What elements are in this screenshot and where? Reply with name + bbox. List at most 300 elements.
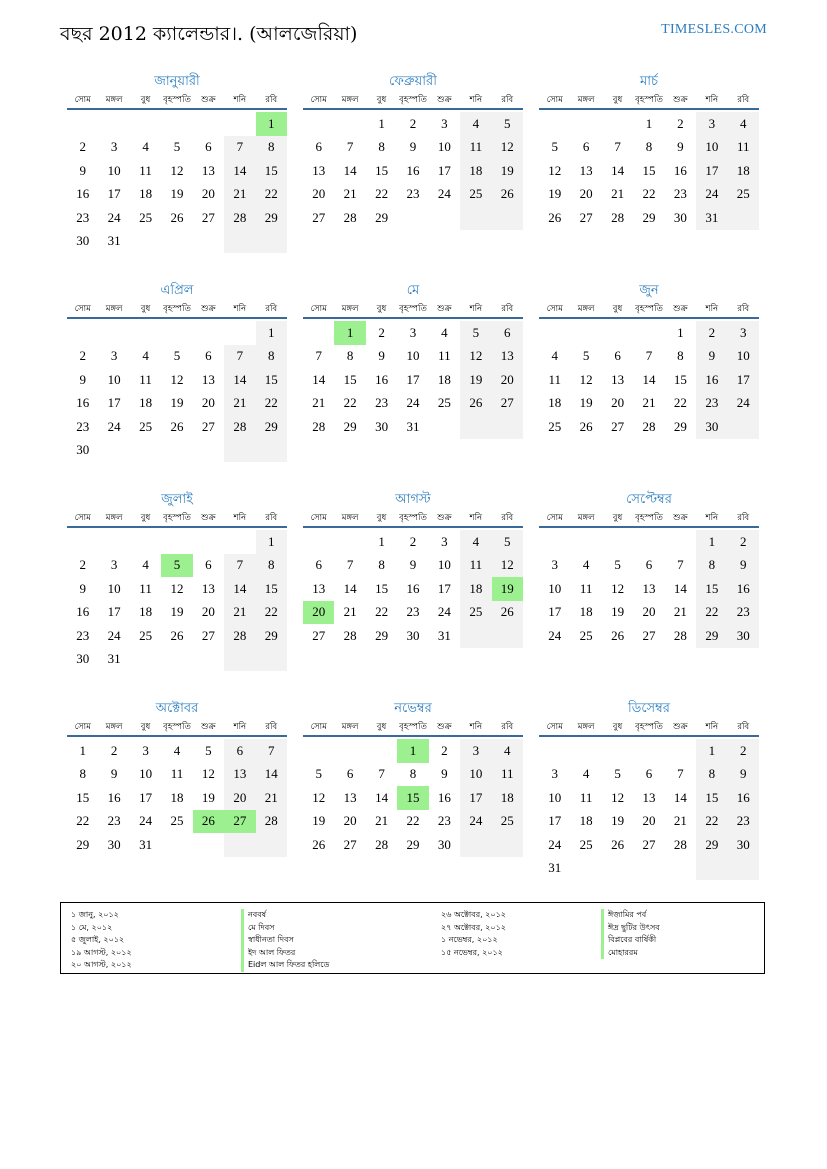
day-cell[interactable]: 12 xyxy=(170,371,184,387)
day-cell[interactable]: 26 xyxy=(548,209,562,225)
day-cell[interactable]: 19 xyxy=(170,395,184,411)
day-cell[interactable]: 4 xyxy=(728,112,759,136)
day-cell[interactable]: 22 xyxy=(673,395,687,411)
day-cell[interactable]: 1 xyxy=(696,530,727,554)
day-cell[interactable]: 31 xyxy=(696,206,727,230)
day-cell[interactable]: 25 xyxy=(139,418,153,434)
day-cell[interactable]: 30 xyxy=(76,651,90,667)
day-cell[interactable]: 19 xyxy=(460,368,491,392)
day-cell[interactable]: 25 xyxy=(492,810,523,834)
day-cell[interactable]: 16 xyxy=(728,577,759,601)
day-cell[interactable]: 2 xyxy=(696,321,727,345)
day-cell[interactable]: 14 xyxy=(312,371,326,387)
day-cell[interactable]: 22 xyxy=(375,604,389,620)
day-cell[interactable]: 20 xyxy=(303,601,334,625)
day-cell[interactable]: 16 xyxy=(375,371,389,387)
day-cell[interactable]: 18 xyxy=(728,159,759,183)
day-cell[interactable]: 30 xyxy=(696,415,727,439)
day-cell[interactable]: 22 xyxy=(406,813,420,829)
day-cell[interactable]: 4 xyxy=(460,112,491,136)
day-cell[interactable]: 12 xyxy=(548,162,562,178)
day-cell[interactable]: 26 xyxy=(492,601,523,625)
day-cell[interactable]: 30 xyxy=(76,442,90,458)
day-cell[interactable]: 11 xyxy=(579,580,593,596)
day-cell[interactable]: 1 xyxy=(378,533,385,549)
day-cell[interactable]: 24 xyxy=(548,627,562,643)
day-cell[interactable]: 26 xyxy=(170,209,184,225)
day-cell[interactable]: 11 xyxy=(139,580,152,596)
day-cell[interactable]: 28 xyxy=(343,627,357,643)
day-cell[interactable]: 5 xyxy=(582,348,590,364)
day-cell[interactable]: 7 xyxy=(677,557,684,573)
day-cell[interactable]: 6 xyxy=(224,739,255,763)
day-cell[interactable]: 16 xyxy=(437,789,451,805)
day-cell[interactable]: 21 xyxy=(611,186,625,202)
day-cell[interactable]: 25 xyxy=(728,183,759,207)
day-cell[interactable]: 5 xyxy=(492,112,523,136)
day-cell[interactable]: 13 xyxy=(343,789,357,805)
day-cell[interactable]: 15 xyxy=(397,786,428,810)
day-cell[interactable]: 7 xyxy=(224,554,255,578)
day-cell[interactable]: 15 xyxy=(375,580,389,596)
day-cell[interactable]: 3 xyxy=(460,739,491,763)
day-cell[interactable]: 2 xyxy=(110,742,118,758)
day-cell[interactable]: 21 xyxy=(224,183,255,207)
day-cell[interactable]: 7 xyxy=(614,139,621,155)
day-cell[interactable]: 28 xyxy=(256,810,287,834)
day-cell[interactable]: 13 xyxy=(642,789,656,805)
day-cell[interactable]: 30 xyxy=(406,627,420,643)
day-cell[interactable]: 12 xyxy=(492,554,523,578)
day-cell[interactable]: 30 xyxy=(76,233,90,249)
day-cell[interactable]: 24 xyxy=(107,209,121,225)
day-cell[interactable]: 27 xyxy=(201,209,215,225)
day-cell[interactable]: 5 xyxy=(161,554,192,578)
day-cell[interactable]: 6 xyxy=(315,557,322,573)
day-cell[interactable]: 8 xyxy=(346,348,354,364)
day-cell[interactable]: 6 xyxy=(315,139,322,155)
day-cell[interactable]: 1 xyxy=(378,115,385,131)
day-cell[interactable]: 26 xyxy=(579,418,593,434)
day-cell[interactable]: 8 xyxy=(378,557,385,573)
day-cell[interactable]: 4 xyxy=(142,557,149,573)
day-cell[interactable]: 19 xyxy=(492,159,523,183)
day-cell[interactable]: 31 xyxy=(107,651,121,667)
day-cell[interactable]: 20 xyxy=(201,186,215,202)
day-cell[interactable]: 6 xyxy=(492,321,523,345)
day-cell[interactable]: 11 xyxy=(492,763,523,787)
day-cell[interactable]: 23 xyxy=(375,395,389,411)
day-cell[interactable]: 19 xyxy=(611,813,625,829)
day-cell[interactable]: 5 xyxy=(205,742,212,758)
day-cell[interactable]: 26 xyxy=(170,627,184,643)
day-cell[interactable]: 15 xyxy=(673,371,687,387)
day-cell[interactable]: 9 xyxy=(378,348,385,364)
day-cell[interactable]: 21 xyxy=(642,395,656,411)
day-cell[interactable]: 27 xyxy=(642,836,656,852)
day-cell[interactable]: 31 xyxy=(437,627,451,643)
day-cell[interactable]: 5 xyxy=(614,766,621,782)
day-cell[interactable]: 13 xyxy=(312,162,326,178)
day-cell[interactable]: 17 xyxy=(107,395,121,411)
day-cell[interactable]: 2 xyxy=(728,739,759,763)
day-cell[interactable]: 29 xyxy=(256,624,287,648)
day-cell[interactable]: 4 xyxy=(460,530,491,554)
day-cell[interactable]: 2 xyxy=(378,324,385,340)
day-cell[interactable]: 7 xyxy=(256,739,287,763)
day-cell[interactable]: 6 xyxy=(614,348,621,364)
day-cell[interactable]: 15 xyxy=(76,789,90,805)
day-cell[interactable]: 18 xyxy=(492,786,523,810)
day-cell[interactable]: 9 xyxy=(409,139,417,155)
day-cell[interactable]: 18 xyxy=(460,159,491,183)
day-cell[interactable]: 23 xyxy=(437,813,451,829)
day-cell[interactable]: 18 xyxy=(579,604,593,620)
day-cell[interactable]: 10 xyxy=(437,139,451,155)
day-cell[interactable]: 10 xyxy=(139,766,153,782)
day-cell[interactable]: 2 xyxy=(409,115,417,131)
day-cell[interactable]: 23 xyxy=(696,392,727,416)
day-cell[interactable]: 29 xyxy=(696,833,727,857)
day-cell[interactable]: 17 xyxy=(548,813,562,829)
day-cell[interactable]: 1 xyxy=(256,321,287,345)
day-cell[interactable]: 26 xyxy=(492,183,523,207)
day-cell[interactable]: 9 xyxy=(728,763,759,787)
day-cell[interactable]: 27 xyxy=(201,627,215,643)
day-cell[interactable]: 21 xyxy=(343,604,357,620)
day-cell[interactable]: 10 xyxy=(107,371,121,387)
day-cell[interactable]: 16 xyxy=(696,368,727,392)
day-cell[interactable]: 9 xyxy=(441,766,448,782)
day-cell[interactable]: 26 xyxy=(460,392,491,416)
day-cell[interactable]: 28 xyxy=(343,209,357,225)
day-cell[interactable]: 14 xyxy=(343,162,357,178)
day-cell[interactable]: 20 xyxy=(224,786,255,810)
day-cell[interactable]: 31 xyxy=(107,233,121,249)
day-cell[interactable]: 27 xyxy=(343,836,357,852)
day-cell[interactable]: 15 xyxy=(343,371,357,387)
day-cell[interactable]: 29 xyxy=(375,209,389,225)
day-cell[interactable]: 11 xyxy=(728,136,759,160)
day-cell[interactable]: 7 xyxy=(677,766,684,782)
day-cell[interactable]: 15 xyxy=(696,577,727,601)
day-cell[interactable]: 2 xyxy=(79,348,86,364)
day-cell[interactable]: 20 xyxy=(611,395,625,411)
day-cell[interactable]: 9 xyxy=(79,580,86,596)
day-cell[interactable]: 14 xyxy=(224,368,255,392)
day-cell[interactable]: 23 xyxy=(673,186,687,202)
day-cell[interactable]: 15 xyxy=(696,786,727,810)
day-cell[interactable]: 30 xyxy=(437,836,451,852)
day-cell[interactable]: 22 xyxy=(375,186,389,202)
day-cell[interactable]: 8 xyxy=(696,763,727,787)
day-cell[interactable]: 20 xyxy=(642,813,656,829)
day-cell[interactable]: 31 xyxy=(548,860,562,876)
day-cell[interactable]: 8 xyxy=(256,554,287,578)
day-cell[interactable]: 25 xyxy=(139,209,153,225)
day-cell[interactable]: 21 xyxy=(343,186,357,202)
day-cell[interactable]: 7 xyxy=(224,136,255,160)
day-cell[interactable]: 14 xyxy=(224,159,255,183)
day-cell[interactable]: 21 xyxy=(375,813,389,829)
day-cell[interactable]: 3 xyxy=(110,348,118,364)
day-cell[interactable]: 17 xyxy=(437,162,451,178)
day-cell[interactable]: 12 xyxy=(611,789,625,805)
day-cell[interactable]: 4 xyxy=(173,742,181,758)
day-cell[interactable]: 28 xyxy=(673,627,687,643)
day-cell[interactable]: 16 xyxy=(728,786,759,810)
day-cell[interactable]: 16 xyxy=(76,186,90,202)
day-cell[interactable]: 5 xyxy=(460,321,491,345)
day-cell[interactable]: 22 xyxy=(256,392,287,416)
day-cell[interactable]: 10 xyxy=(548,789,562,805)
day-cell[interactable]: 12 xyxy=(579,371,593,387)
day-cell[interactable]: 11 xyxy=(548,371,561,387)
day-cell[interactable]: 4 xyxy=(142,348,149,364)
day-cell[interactable]: 4 xyxy=(582,766,590,782)
day-cell[interactable]: 29 xyxy=(76,836,90,852)
day-cell[interactable]: 12 xyxy=(460,345,491,369)
day-cell[interactable]: 21 xyxy=(673,813,687,829)
day-cell[interactable]: 13 xyxy=(492,345,523,369)
day-cell[interactable]: 5 xyxy=(551,139,558,155)
day-cell[interactable]: 10 xyxy=(460,763,491,787)
day-cell[interactable]: 7 xyxy=(224,345,255,369)
day-cell[interactable]: 14 xyxy=(611,162,625,178)
day-cell[interactable]: 1 xyxy=(696,739,727,763)
day-cell[interactable]: 20 xyxy=(343,813,357,829)
day-cell[interactable]: 23 xyxy=(76,209,90,225)
day-cell[interactable]: 3 xyxy=(142,742,149,758)
day-cell[interactable]: 22 xyxy=(256,601,287,625)
day-cell[interactable]: 12 xyxy=(201,766,215,782)
day-cell[interactable]: 19 xyxy=(312,813,326,829)
day-cell[interactable]: 2 xyxy=(677,115,684,131)
day-cell[interactable]: 1 xyxy=(334,321,365,345)
day-cell[interactable]: 30 xyxy=(728,624,759,648)
day-cell[interactable]: 16 xyxy=(406,162,420,178)
day-cell[interactable]: 18 xyxy=(139,395,153,411)
day-cell[interactable]: 13 xyxy=(224,763,255,787)
day-cell[interactable]: 17 xyxy=(107,186,121,202)
day-cell[interactable]: 26 xyxy=(193,810,224,834)
day-cell[interactable]: 14 xyxy=(375,789,389,805)
day-cell[interactable]: 4 xyxy=(441,324,448,340)
day-cell[interactable]: 19 xyxy=(170,604,184,620)
day-cell[interactable]: 12 xyxy=(170,162,184,178)
day-cell[interactable]: 18 xyxy=(139,186,153,202)
day-cell[interactable]: 26 xyxy=(611,836,625,852)
day-cell[interactable]: 3 xyxy=(551,766,558,782)
day-cell[interactable]: 3 xyxy=(110,139,118,155)
day-cell[interactable]: 15 xyxy=(256,577,287,601)
day-cell[interactable]: 29 xyxy=(642,209,656,225)
day-cell[interactable]: 3 xyxy=(110,557,118,573)
day-cell[interactable]: 26 xyxy=(611,627,625,643)
day-cell[interactable]: 13 xyxy=(611,371,625,387)
day-cell[interactable]: 5 xyxy=(614,557,621,573)
day-cell[interactable]: 11 xyxy=(579,789,593,805)
day-cell[interactable]: 20 xyxy=(312,186,326,202)
day-cell[interactable]: 25 xyxy=(437,395,451,411)
day-cell[interactable]: 16 xyxy=(107,789,121,805)
day-cell[interactable]: 9 xyxy=(110,766,118,782)
day-cell[interactable]: 27 xyxy=(201,418,215,434)
day-cell[interactable]: 29 xyxy=(375,627,389,643)
day-cell[interactable]: 6 xyxy=(645,557,653,573)
day-cell[interactable]: 11 xyxy=(170,766,184,782)
day-cell[interactable]: 20 xyxy=(579,186,593,202)
day-cell[interactable]: 11 xyxy=(460,136,491,160)
day-cell[interactable]: 24 xyxy=(107,418,121,434)
day-cell[interactable]: 5 xyxy=(315,766,322,782)
day-cell[interactable]: 12 xyxy=(492,136,523,160)
day-cell[interactable]: 21 xyxy=(256,786,287,810)
day-cell[interactable]: 17 xyxy=(696,159,727,183)
day-cell[interactable]: 14 xyxy=(673,580,687,596)
day-cell[interactable]: 14 xyxy=(673,789,687,805)
day-cell[interactable]: 22 xyxy=(343,395,357,411)
day-cell[interactable]: 10 xyxy=(107,580,121,596)
day-cell[interactable]: 29 xyxy=(696,624,727,648)
day-cell[interactable]: 9 xyxy=(677,139,684,155)
day-cell[interactable]: 21 xyxy=(224,392,255,416)
day-cell[interactable]: 8 xyxy=(79,766,86,782)
day-cell[interactable]: 1 xyxy=(645,115,653,131)
day-cell[interactable]: 5 xyxy=(492,530,523,554)
day-cell[interactable]: 10 xyxy=(548,580,562,596)
day-cell[interactable]: 18 xyxy=(437,371,451,387)
day-cell[interactable]: 21 xyxy=(673,604,687,620)
day-cell[interactable]: 6 xyxy=(645,766,653,782)
day-cell[interactable]: 4 xyxy=(582,557,590,573)
day-cell[interactable]: 4 xyxy=(492,739,523,763)
day-cell[interactable]: 17 xyxy=(107,604,121,620)
day-cell[interactable]: 19 xyxy=(579,395,593,411)
day-cell[interactable]: 18 xyxy=(460,577,491,601)
day-cell[interactable]: 16 xyxy=(406,580,420,596)
day-cell[interactable]: 23 xyxy=(76,627,90,643)
day-cell[interactable]: 28 xyxy=(673,836,687,852)
day-cell[interactable]: 28 xyxy=(224,624,255,648)
day-cell[interactable]: 29 xyxy=(673,418,687,434)
day-cell[interactable]: 9 xyxy=(409,557,417,573)
day-cell[interactable]: 7 xyxy=(378,766,385,782)
day-cell[interactable]: 5 xyxy=(173,139,181,155)
day-cell[interactable]: 9 xyxy=(79,371,86,387)
day-cell[interactable]: 15 xyxy=(256,368,287,392)
day-cell[interactable]: 2 xyxy=(79,139,86,155)
day-cell[interactable]: 8 xyxy=(696,554,727,578)
day-cell[interactable]: 20 xyxy=(201,604,215,620)
day-cell[interactable]: 17 xyxy=(139,789,153,805)
day-cell[interactable]: 19 xyxy=(611,604,625,620)
day-cell[interactable]: 26 xyxy=(312,836,326,852)
day-cell[interactable]: 29 xyxy=(256,206,287,230)
day-cell[interactable]: 9 xyxy=(728,554,759,578)
day-cell[interactable]: 20 xyxy=(492,368,523,392)
day-cell[interactable]: 30 xyxy=(673,209,687,225)
day-cell[interactable]: 21 xyxy=(312,395,326,411)
day-cell[interactable]: 23 xyxy=(728,601,759,625)
day-cell[interactable]: 2 xyxy=(441,742,448,758)
day-cell[interactable]: 1 xyxy=(256,530,287,554)
day-cell[interactable]: 16 xyxy=(76,604,90,620)
day-cell[interactable]: 22 xyxy=(696,810,727,834)
day-cell[interactable]: 3 xyxy=(441,115,448,131)
day-cell[interactable]: 12 xyxy=(611,580,625,596)
day-cell[interactable]: 24 xyxy=(696,183,727,207)
day-cell[interactable]: 14 xyxy=(343,580,357,596)
day-cell[interactable]: 30 xyxy=(107,836,121,852)
day-cell[interactable]: 17 xyxy=(406,371,420,387)
day-cell[interactable]: 10 xyxy=(437,557,451,573)
day-cell[interactable]: 25 xyxy=(139,627,153,643)
day-cell[interactable]: 31 xyxy=(139,836,153,852)
day-cell[interactable]: 7 xyxy=(315,348,322,364)
day-cell[interactable]: 11 xyxy=(139,162,152,178)
day-cell[interactable]: 8 xyxy=(378,139,385,155)
day-cell[interactable]: 5 xyxy=(173,348,181,364)
day-cell[interactable]: 29 xyxy=(406,836,420,852)
day-cell[interactable]: 28 xyxy=(642,418,656,434)
day-cell[interactable]: 29 xyxy=(343,418,357,434)
day-cell[interactable]: 8 xyxy=(256,136,287,160)
day-cell[interactable]: 10 xyxy=(406,348,420,364)
day-cell[interactable]: 23 xyxy=(107,813,121,829)
day-cell[interactable]: 25 xyxy=(579,627,593,643)
day-cell[interactable]: 24 xyxy=(139,813,153,829)
day-cell[interactable]: 24 xyxy=(728,392,759,416)
day-cell[interactable]: 22 xyxy=(696,601,727,625)
day-cell[interactable]: 13 xyxy=(312,580,326,596)
day-cell[interactable]: 6 xyxy=(205,348,212,364)
day-cell[interactable]: 1 xyxy=(79,742,86,758)
day-cell[interactable]: 27 xyxy=(579,209,593,225)
day-cell[interactable]: 15 xyxy=(642,162,656,178)
day-cell[interactable]: 27 xyxy=(224,810,255,834)
day-cell[interactable]: 19 xyxy=(548,186,562,202)
day-cell[interactable]: 31 xyxy=(406,418,420,434)
day-cell[interactable]: 6 xyxy=(205,139,212,155)
day-cell[interactable]: 23 xyxy=(406,186,420,202)
day-cell[interactable]: 28 xyxy=(375,836,389,852)
day-cell[interactable]: 10 xyxy=(107,162,121,178)
day-cell[interactable]: 8 xyxy=(409,766,417,782)
day-cell[interactable]: 7 xyxy=(346,139,354,155)
day-cell[interactable]: 22 xyxy=(642,186,656,202)
day-cell[interactable]: 24 xyxy=(437,604,451,620)
day-cell[interactable]: 23 xyxy=(406,604,420,620)
day-cell[interactable]: 20 xyxy=(642,604,656,620)
day-cell[interactable]: 18 xyxy=(139,604,153,620)
day-cell[interactable]: 19 xyxy=(170,186,184,202)
day-cell[interactable]: 25 xyxy=(579,836,593,852)
day-cell[interactable]: 13 xyxy=(201,162,215,178)
day-cell[interactable]: 11 xyxy=(460,554,491,578)
day-cell[interactable]: 25 xyxy=(460,601,491,625)
day-cell[interactable]: 11 xyxy=(139,371,152,387)
day-cell[interactable]: 6 xyxy=(582,139,590,155)
day-cell[interactable]: 1 xyxy=(677,324,684,340)
day-cell[interactable]: 11 xyxy=(438,348,451,364)
day-cell[interactable]: 24 xyxy=(107,627,121,643)
day-cell[interactable]: 13 xyxy=(201,580,215,596)
day-cell[interactable]: 3 xyxy=(409,324,417,340)
day-cell[interactable]: 30 xyxy=(375,418,389,434)
day-cell[interactable]: 17 xyxy=(460,786,491,810)
day-cell[interactable]: 28 xyxy=(611,209,625,225)
